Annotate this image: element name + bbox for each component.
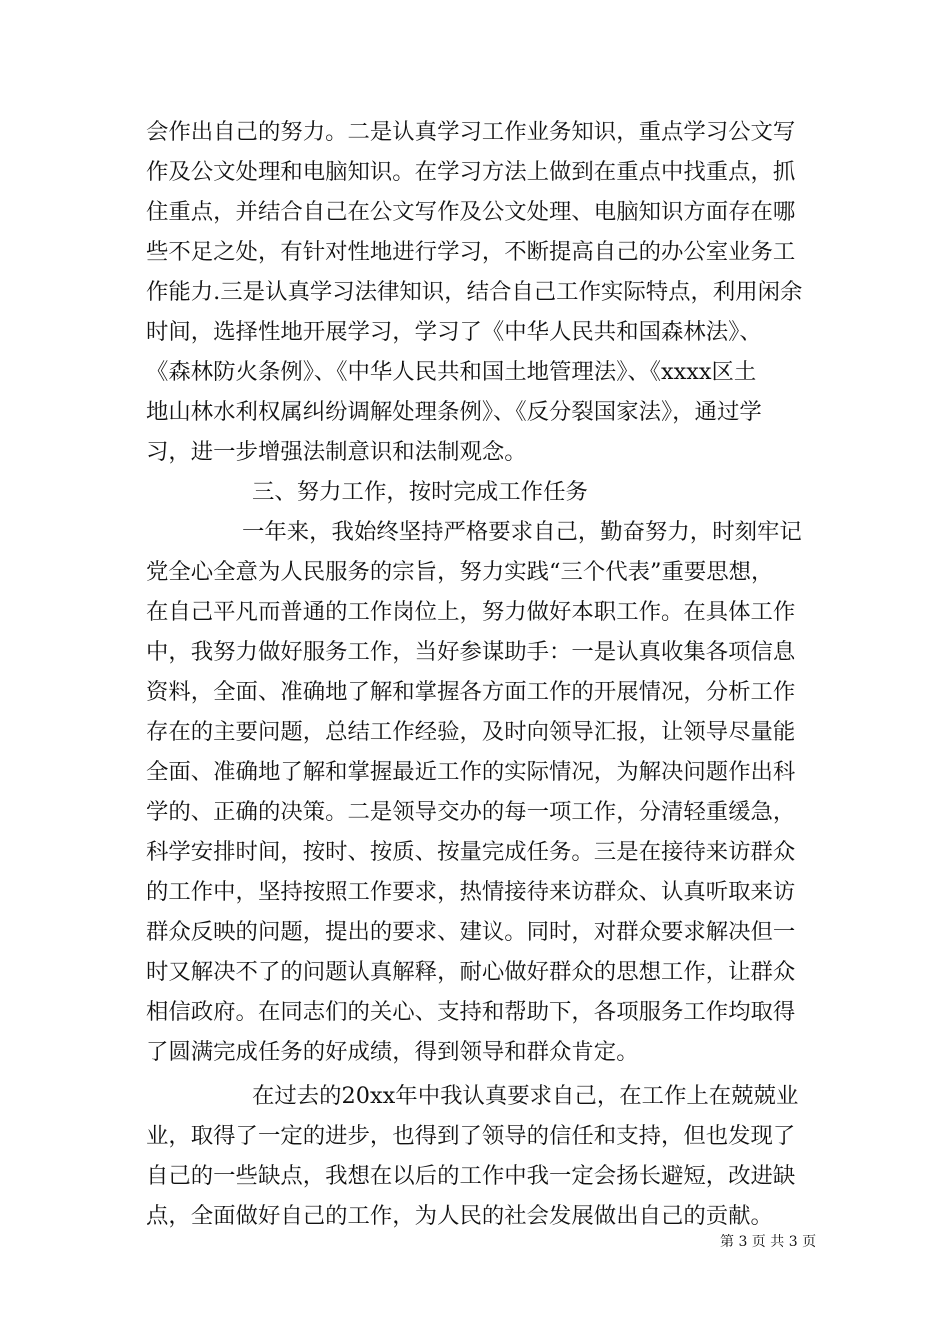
body-line: 点，全面做好自己的工作，为人民的社会发展做出自己的贡献。 [146,1203,773,1229]
body-line: 住重点，并结合自己在公文写作及公文处理、电脑知识方面存在哪 [146,199,796,225]
body-line: 些不足之处，有针对性地进行学习，不断提高自己的办公室业务工 [146,239,796,265]
body-line: 作及公文处理和电脑知识。在学习方法上做到在重点中找重点，抓 [146,159,796,185]
body-line: 一年来，我始终坚持严格要求自己，勤奋努力，时刻牢记 [242,519,802,545]
body-line: 作能力.三是认真学习法律知识，结合自己工作实际特点，利用闲余 [146,279,803,305]
body-line: 学的、正确的决策。二是领导交办的每一项工作，分清轻重缓急， [146,799,796,825]
body-line: 全面、准确地了解和掌握最近工作的实际情况，为解决问题作出科 [146,759,796,785]
document-body [146,112,808,1236]
body-line: 资料，全面、准确地了解和掌握各方面工作的开展情况，分析工作 [146,679,796,705]
body-line: 群众反映的问题，提出的要求、建议。同时，对群众要求解决但一 [146,919,796,945]
body-line: 在过去的20xx年中我认真要求自己，在工作上在兢兢业 [252,1083,799,1109]
body-line: 存在的主要问题，总结工作经验，及时向领导汇报，让领导尽量能 [146,719,796,745]
body-line: 了圆满完成任务的好成绩，得到领导和群众肯定。 [146,1039,639,1065]
body-line: 中，我努力做好服务工作，当好参谋助手：一是认真收集各项信息 [146,639,796,665]
body-line: 自己的一些缺点，我想在以后的工作中我一定会扬长避短，改进缺 [146,1163,796,1189]
body-line: 相信政府。在同志们的关心、支持和帮助下，各项服务工作均取得 [146,999,796,1025]
body-line: 时间，选择性地开展学习，学习了《中华人民共和国森林法》、 [146,319,762,345]
body-line: 的工作中，坚持按照工作要求，热情接待来访群众、认真听取来访 [146,879,796,905]
body-line: 科学安排时间，按时、按质、按量完成任务。三是在接待来访群众 [146,839,796,865]
body-line: 习，进一步增强法制意识和法制观念。 [146,439,527,465]
body-line: 在自己平凡而普通的工作岗位上，努力做好本职工作。在具体工作 [146,599,796,625]
page-number-footer: 第 3 页 共 3 页 [720,1234,817,1250]
body-line: 《森林防火条例》、《中华人民共和国土地管理法》、《xxxx区土 [146,359,757,385]
body-line: 会作出自己的努力。二是认真学习工作业务知识，重点学习公文写 [146,119,796,145]
body-line: 时又解决不了的问题认真解释，耐心做好群众的思想工作，让群众 [146,959,796,985]
section-heading: 三、努力工作，按时完成工作任务 [252,479,588,505]
body-line: 党全心全意为人民服务的宗旨，努力实践“三个代表”重要思想， [146,559,774,585]
body-line: 业，取得了一定的进步，也得到了领导的信任和支持，但也发现了 [146,1123,796,1149]
body-line: 地山林水利权属纠纷调解处理条例》、《反分裂国家法》，通过学 [146,399,762,425]
